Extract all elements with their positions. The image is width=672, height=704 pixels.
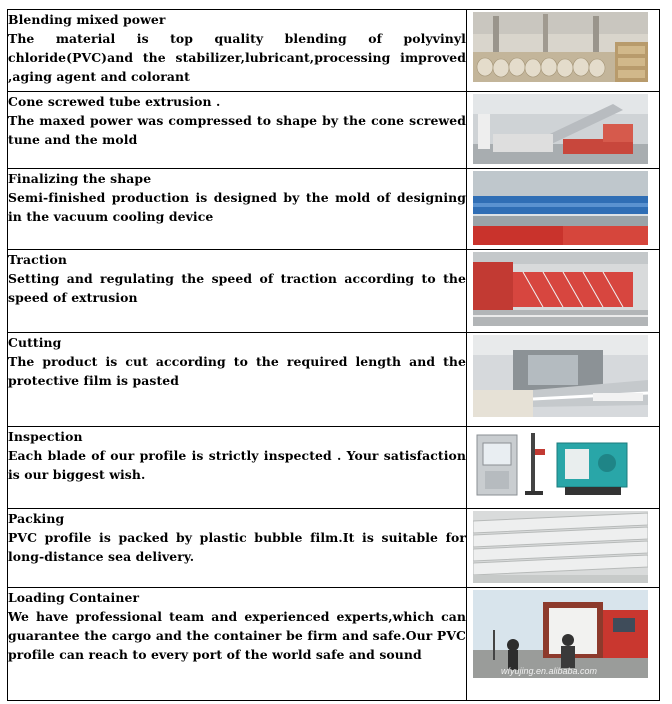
row-title: Cone screwed tube extrusion . [8,94,221,109]
table-row [8,92,660,169]
row-description: PVC profile is packed by plastic bubble film.It is suitable for long-distance sea delivery. [8,530,466,564]
table-row [8,10,660,92]
process-table [7,9,660,701]
row-description: The product is cut according to the required length and the protective film is pasted [8,354,466,388]
row-title: Packing [8,511,65,526]
table-row [8,588,660,701]
text-cell [8,10,467,92]
table-row [8,250,660,333]
table-row [8,427,660,509]
text-cell [8,250,467,333]
row-title: Cutting [8,335,62,350]
vacuum-cooling-line-photo [473,171,648,245]
text-cell [8,509,467,588]
packed-profiles-photo [473,511,648,583]
text-cell [8,588,467,701]
cutting-machine-photo [473,335,648,417]
table-row [8,509,660,588]
row-description: Semi-finished production is designed by the mold of designing in the vacuum cooling device [8,190,466,224]
table-row [8,169,660,250]
row-description: We have professional team and experienced experts,which can guarantee the cargo and the container be firm and safe.Our PVC profile can reach to every port of the world safe and sound [8,609,466,662]
row-description: Setting and regulating the speed of traction according to the speed of extrusion [8,271,466,305]
row-title: Inspection [8,429,83,444]
text-cell [8,169,467,250]
container-loading-photo [473,590,648,678]
watermark-text: wfyujing.en.alibaba.com [501,666,598,676]
inspection-equipment-photo [473,429,648,501]
row-title: Loading Container [8,590,140,605]
text-cell [8,333,467,427]
extruder-machine-photo [473,94,648,164]
row-title: Traction [8,252,67,267]
row-title: Finalizing the shape [8,171,152,186]
traction-machine-photo [473,252,648,326]
warehouse-bags-photo [473,12,648,82]
text-cell [8,92,467,169]
table-row [8,333,660,427]
row-description: Each blade of our profile is strictly inspected . Your satisfaction is our biggest wish. [8,448,466,482]
row-description: The maxed power was compressed to shape by the cone screwed tune and the mold [8,113,466,147]
text-cell [8,427,467,509]
row-title: Blending mixed power [8,12,166,27]
row-description: The material is top quality blending of polyvinyl chloride(PVC)and the stabilizer,lubricant,processing improved ,aging agent and colorant [8,31,466,84]
